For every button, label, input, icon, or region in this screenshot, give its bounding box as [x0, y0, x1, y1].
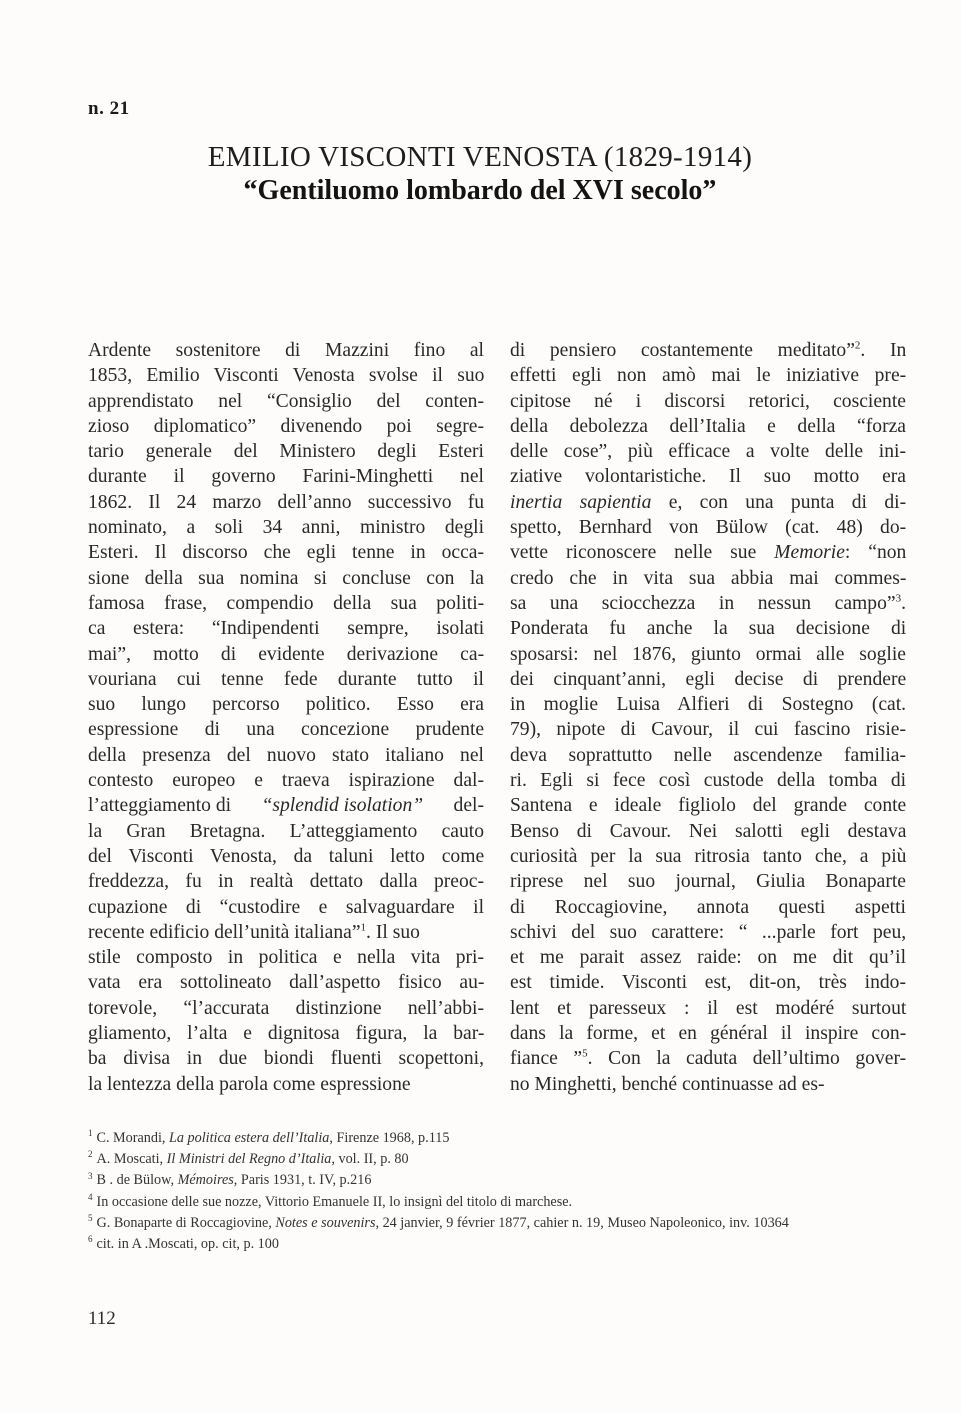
text-line: effetti egli non amò mai le iniziative pre-: [510, 365, 907, 387]
footnotes: [88, 1128, 908, 1255]
text-fragment: , Paris 1931, t. IV, p.216: [233, 1172, 372, 1189]
right-column: [510, 338, 906, 1097]
text-line: [510, 540, 906, 565]
text-line: della debolezza dell’Italia e della “forza: [510, 415, 906, 437]
footnote-mark: 5: [88, 1213, 93, 1224]
italic-title: La politica estera dell’Italia: [169, 1130, 330, 1146]
text-fragment: , 24 janvier, 9 février 1877, cahier n. 19, Museo Napoleonico, inv. 10364: [375, 1214, 789, 1231]
text-line: Ardente sostenitore di Mazzini fino al: [88, 340, 484, 361]
text-line: zioso diplomatico” divenendo poi segre-: [88, 415, 484, 437]
subtitle-heading: “Gentiluomo lombardo del XVI secolo”: [243, 175, 717, 206]
text-line: sposarsi: nel 1876, giunto ormai alle soglie: [510, 643, 906, 665]
text-fragment: . Il suo: [366, 921, 420, 943]
text-line: del Visconti Venosta, da taluni letto come: [88, 845, 485, 867]
text-fragment: , vol. II, p. 80: [331, 1151, 409, 1168]
footnote-mark: 1: [88, 1128, 93, 1139]
footnote-mark: 6: [88, 1234, 93, 1245]
text-line: suo lungo percorso politico. Esso era: [88, 694, 484, 716]
text-line: cupazione di “custodire e salvaguardare il: [88, 896, 485, 918]
italic-phrase: Memorie: [774, 542, 845, 564]
text-line: la lentezza della parola come espressione: [88, 1073, 411, 1095]
text-line: Esteri. Il discorso che egli tenne in occa-: [88, 542, 484, 564]
text-line: curiosità per la sua ritrosia tanto che, a più: [510, 845, 907, 867]
text-fragment: recente edificio dell’unità italiana”: [88, 921, 361, 943]
text-line: spetto, Bernhard von Bülow (cat. 48) do-: [510, 517, 907, 539]
text-line: ca estera: “Indipendenti sempre, isolati: [88, 618, 485, 640]
text-fragment: di pensiero costantemente meditato”: [510, 340, 855, 361]
text-fragment: A. Moscati,: [96, 1151, 167, 1168]
footnote: [88, 1192, 908, 1213]
text-line: durante il governo Farini-Minghetti nel: [88, 466, 484, 488]
text-line: [88, 793, 484, 818]
text-fragment: [88, 920, 420, 945]
footnote: [88, 1213, 908, 1234]
page-number: 112: [88, 1308, 116, 1329]
text-fragment: .: [901, 592, 906, 614]
text-line: est timide. Visconti est, dit-on, très indo-: [510, 972, 907, 994]
text-fragment: B . de Bülow,: [96, 1172, 178, 1189]
italic-phrase: “splendid isolation”: [261, 795, 424, 817]
text-line: tario generale del Ministero degli Esteri: [88, 441, 484, 463]
italic-phrase: inertia sapientia: [510, 491, 652, 513]
text-line: espressione di una concezione prudente: [88, 719, 485, 741]
text-line: credo che in vita sua abbia mai commes-: [510, 567, 907, 589]
text-line: dans la forme, et en général il inspire con-: [510, 1023, 907, 1045]
italic-title: Il Ministri del Regno d’Italia: [166, 1151, 332, 1168]
footnote-mark: 2: [88, 1149, 93, 1160]
text-fragment: , Firenze 1968, p.115: [329, 1130, 450, 1146]
text-fragment: del-: [453, 795, 484, 817]
text-line: della presenza del nuovo stato italiano nel: [88, 744, 484, 766]
text-line: sione della sua nomina si concluse con la: [88, 567, 484, 589]
footnote-ref: 5: [582, 1047, 588, 1060]
text-line: schivi del suo carattere: “ ...parle fort peu,: [510, 921, 907, 943]
text-line: [510, 338, 906, 363]
text-line: in moglie Luisa Alfieri di Sostegno (cat.: [510, 694, 907, 716]
text-line: deva soprattutto nelle ascendenze familia-: [510, 744, 906, 766]
text-fragment: . Con la caduta dell’ultimo gover-: [587, 1048, 907, 1070]
text-line: gliamento, l’alta e dignitosa figura, la bar-: [88, 1023, 485, 1045]
text-fragment: In occasione delle sue nozze, Vittorio Emanuele II, lo insignì del titolo di marchese.: [96, 1193, 573, 1210]
text-line: Benso di Cavour. Nei salotti egli destava: [510, 820, 907, 842]
text-line: 1853, Emilio Visconti Venosta svolse il suo: [88, 365, 485, 387]
text-fragment: cit. in A .Moscati, op. cit, p. 100: [96, 1236, 279, 1253]
footnote-mark: 4: [88, 1191, 93, 1202]
text-line: apprendistato nel “Consiglio del conten-: [88, 390, 484, 412]
text-line: freddezza, fu in realtà dettato dalla preoc-: [88, 871, 484, 893]
footnote-ref: 1: [360, 921, 367, 934]
text-line: [88, 920, 484, 945]
title-block: [150, 140, 810, 208]
text-line: contesto europeo e traeva ispirazione dal-: [88, 770, 484, 792]
footnote-ref: 2: [854, 339, 861, 352]
text-line: torevole, “l’accurata distinzione nell’abbi-: [88, 997, 484, 1019]
footnote-ref: 3: [895, 592, 902, 605]
text-line: [510, 1046, 906, 1071]
text-line: mai”, motto di evidente derivazione ca-: [88, 643, 485, 665]
text-line: cipitose né i discorsi retorici, cosciente: [510, 390, 906, 412]
text-fragment: l’atteggiamento di: [88, 795, 232, 817]
text-line: delle cose”, più efficace a volte delle ini-: [510, 441, 906, 463]
text-line: dei cinquant’anni, egli decise di prendere: [510, 668, 907, 690]
text-line: ba divisa in due biondi fluenti scopettoni,: [88, 1048, 484, 1070]
text-fragment: C. Morandi,: [96, 1130, 170, 1146]
text-line: nominato, a soli 34 anni, ministro degli: [88, 517, 485, 539]
text-line: [510, 591, 906, 616]
text-line: Ponderata fu anche la sua decisione di: [510, 618, 907, 640]
text-line: ziative volontaristiche. Il suo motto era: [510, 466, 906, 488]
text-line: vouriana cui tenne fede durante tutto il: [88, 668, 484, 690]
text-line: famosa frase, compendio della sua politi-: [88, 592, 485, 614]
text-line: vata era sottolineato dall’aspetto fisico au-: [88, 972, 485, 994]
footnote: [88, 1128, 908, 1149]
text-fragment: . In: [860, 340, 907, 361]
text-line: ri. Egli si fece così custode della tomba di: [510, 770, 907, 792]
text-line: lent et paresseux : il est modéré surtout: [510, 997, 907, 1019]
text-line: Santena e ideale figliolo del grande conte: [510, 795, 907, 817]
text-line: stile composto in politica e nella vita pri-: [88, 947, 484, 969]
footnote-mark: 3: [88, 1170, 93, 1181]
italic-title: Notes e souvenirs: [275, 1214, 376, 1231]
footnote: [88, 1170, 908, 1191]
footnote: [88, 1149, 908, 1170]
text-fragment: vette riconoscere nelle sue: [510, 542, 757, 564]
entry-number: n. 21: [88, 98, 130, 119]
text-line: et me parait assez raide: on me dit qu’il: [510, 947, 907, 969]
text-fragment: e, con una punta di di-: [651, 491, 907, 513]
text-line: di Roccagiovine, annota questi aspetti: [510, 896, 906, 918]
text-line: 1862. Il 24 marzo dell’anno successivo fu: [88, 491, 485, 513]
text-fragment: G. Bonaparte di Roccagiovine,: [96, 1214, 276, 1231]
text-line: [510, 490, 906, 515]
text-fragment: sa una sciocchezza in nessun campo”: [510, 592, 896, 614]
text-fragment: fiance ”: [510, 1048, 583, 1070]
footnote: [88, 1234, 908, 1255]
italic-title: Mémoires: [177, 1172, 234, 1189]
text-fragment: : “non: [844, 542, 907, 564]
text-line: la Gran Bretagna. L’atteggiamento cauto: [88, 820, 484, 842]
text-line: 79), nipote di Cavour, il cui fascino risie-: [510, 719, 906, 741]
text-line: riprese nel suo journal, Giulia Bonaparte: [510, 871, 906, 893]
text-line: no Minghetti, benché continuasse ad es-: [510, 1073, 825, 1095]
title-heading: EMILIO VISCONTI VENOSTA (1829-1914): [207, 141, 753, 173]
left-column: [88, 338, 484, 1097]
